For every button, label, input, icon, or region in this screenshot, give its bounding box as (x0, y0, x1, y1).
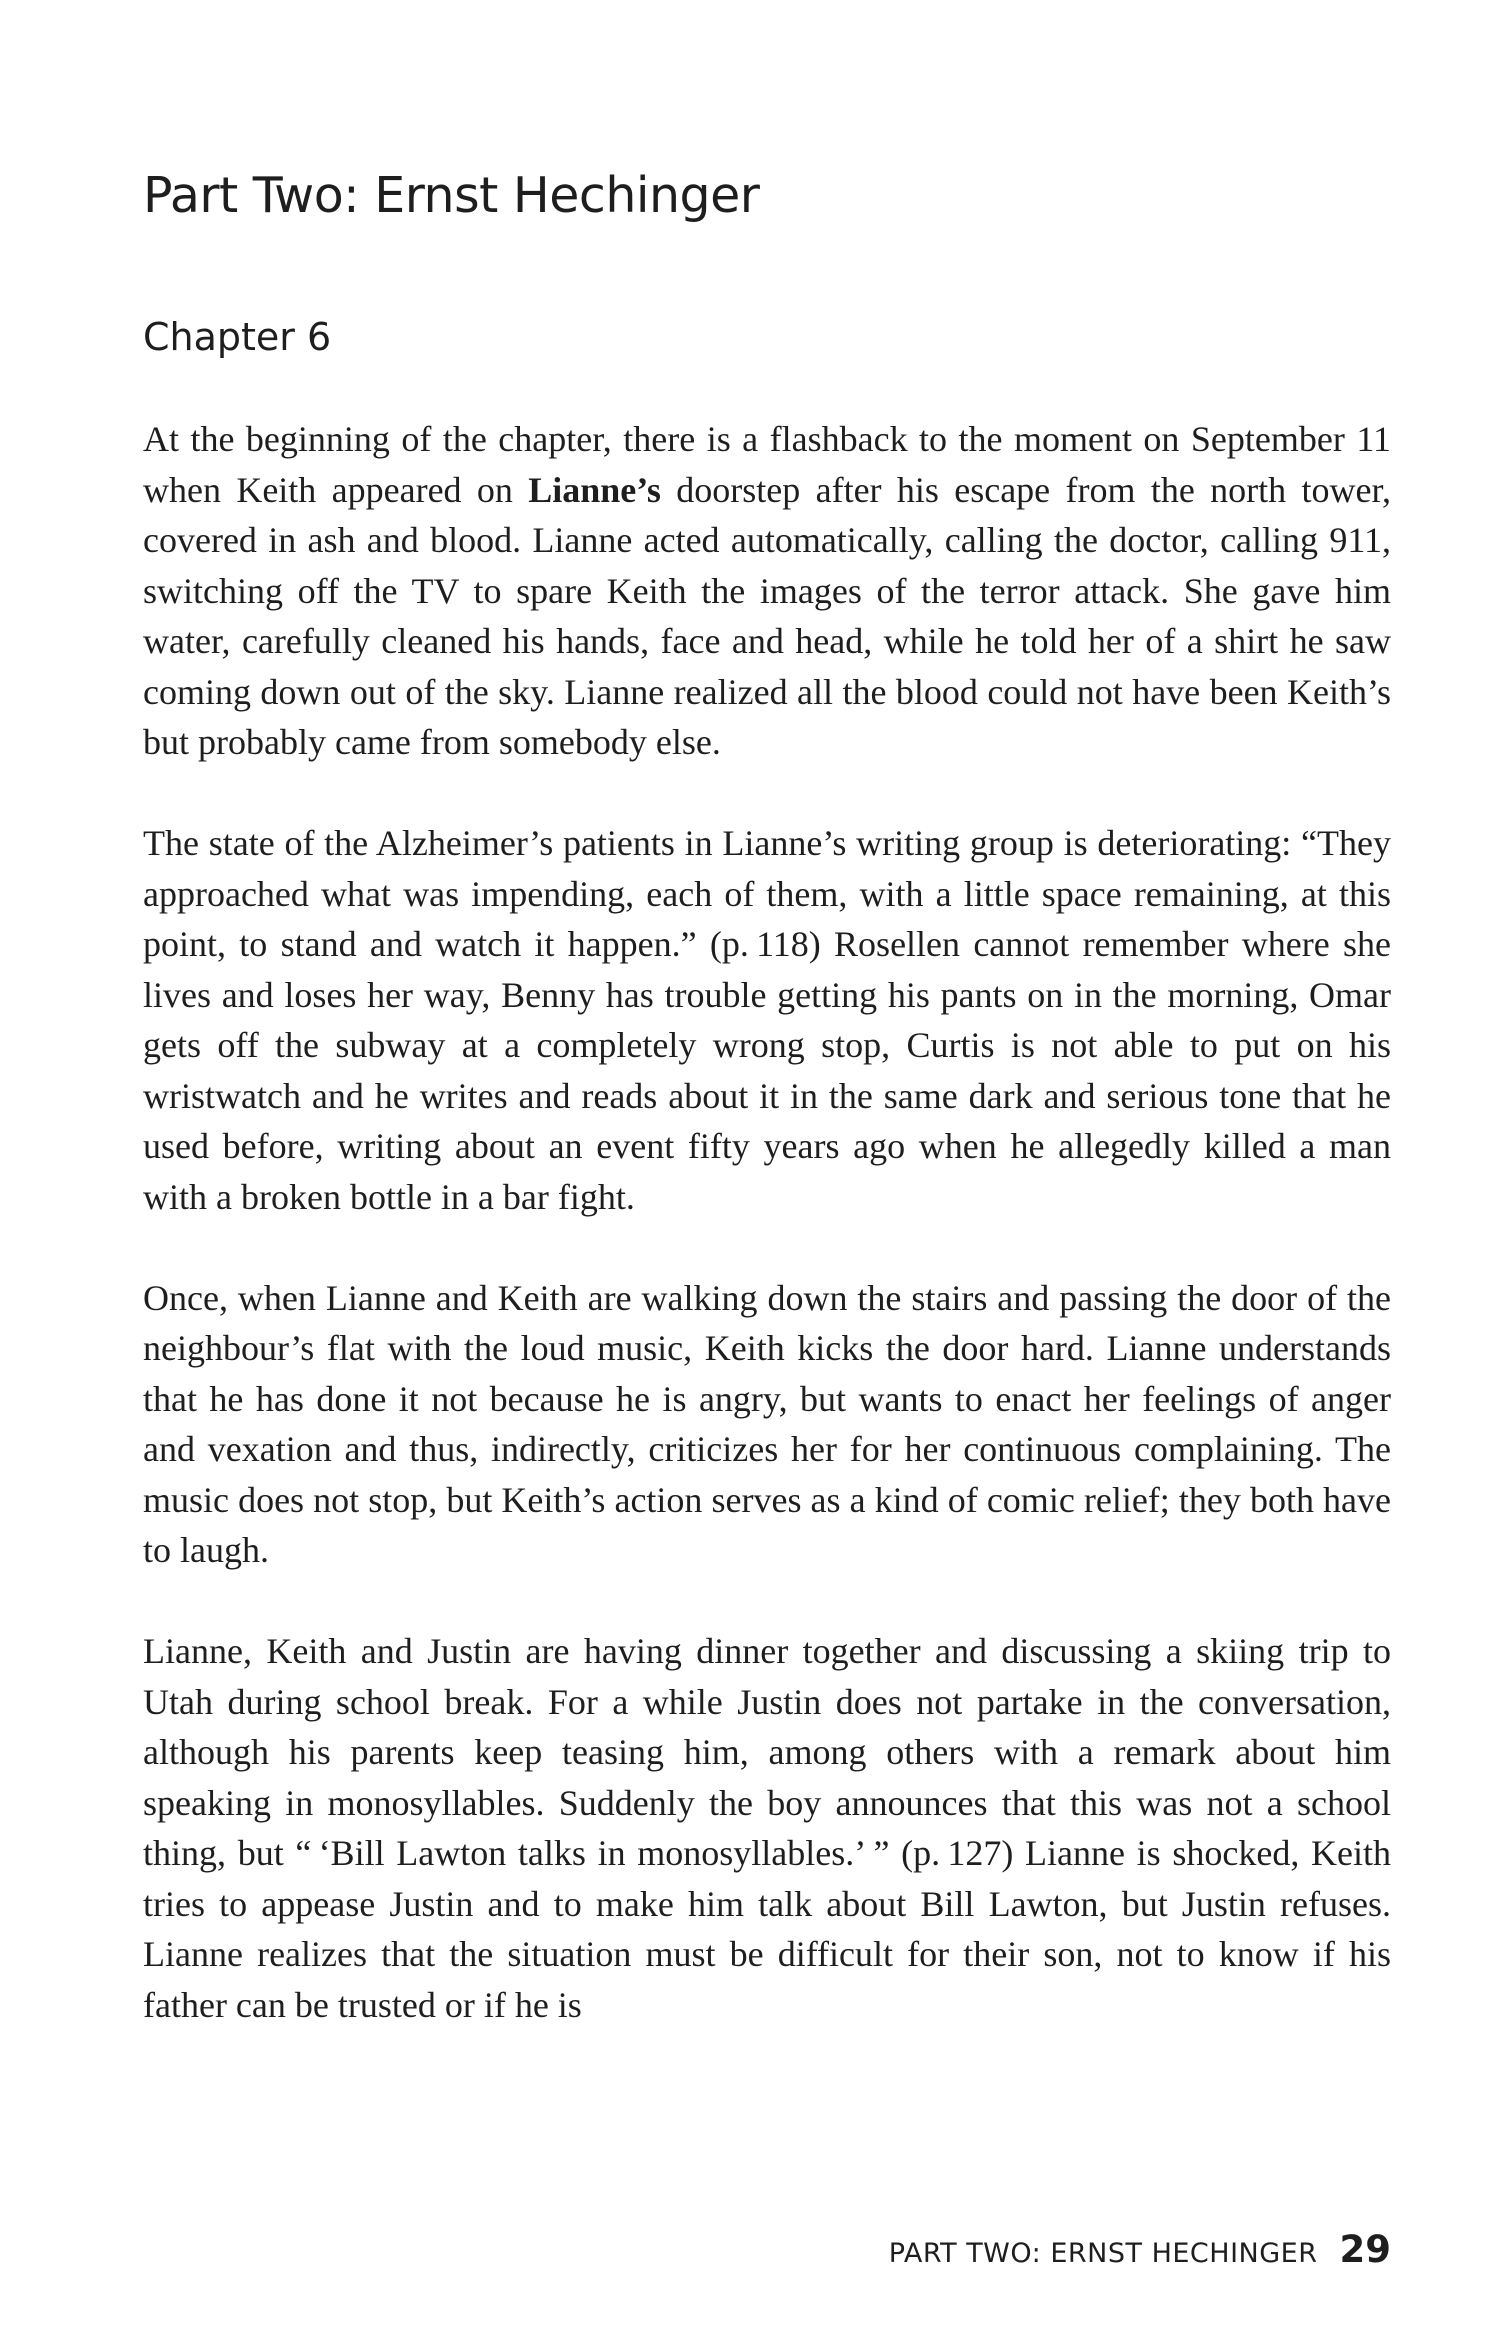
paragraph-1-bold-name: Lianne’s (528, 469, 661, 510)
body-text (143, 414, 1391, 2030)
paragraph-3-segment-1: Once, when Lianne and Keith are walking down the stairs and passing the door of the neighbour’s flat with the loud music, Keith kicks the door hard. Lianne understands that he has done it not because he is angry, but wants to enact her feelings of anger and vexation and thus, indirectly, criticizes her for her continuous complaining. The music does not stop, but Keith’s action serves as a kind of comic relief; they both have to laugh. (143, 1277, 1391, 1570)
paragraph-4-segment-1: Lianne, Keith and Justin are having dinner together and discussing a skiing trip to Utah during school break. For a while Justin does not partake in the conversation, although his parents keep teasing him, among others with a remark about him speaking in monosyllables. Suddenly the boy announces that this was not a school thing, but “ ‘Bill Lawton talks in monosyllables.’ ” (p. 127) Lianne is shocked, Keith tries to appease Justin and to make him talk about Bill Lawton, but Justin refuses. Lianne realizes that the situation must be difficult for their son, not to know if his father can be trusted or if he is (143, 1631, 1391, 2025)
page-footer (889, 2228, 1391, 2271)
paragraph-3 (143, 1273, 1391, 1576)
paragraph-1-segment-3: doorstep after his escape from the north tower, covered in ash and blood. Lianne acted automatically, calling the doctor, calling 911, switching off the TV to spare Keith the images of the terror attack. She gave him water, carefully cleaned his hands, face and head, while he told her of a shirt he saw coming down out of the sky. Lianne realized all the blood could not have been Keith’s but probably came from somebody else. (143, 469, 1392, 762)
chapter-heading: Chapter 6 (143, 315, 332, 359)
paragraph-1-segment-1: At the beginning of the chapter, there is a flashback to the moment on September 11 when Keith appeared on (143, 419, 1391, 510)
page-number: 29 (1339, 2228, 1391, 2271)
paragraph-4 (143, 1626, 1391, 2030)
paragraph-1 (143, 414, 1391, 768)
part-title: Part Two: Ernst Hechinger (143, 167, 760, 224)
paragraph-2 (143, 818, 1391, 1222)
running-head: PART TWO: ERNST HECHINGER (888, 2238, 1318, 2269)
paragraph-2-segment-1: The state of the Alzheimer’s patients in Lianne’s writing group is deteriorating: “They approached what was impending, each of them, with a little space remaining, at this point, to stand and watch it happen.” (p. 118) Rosellen cannot remember where she lives and loses her way, Benny has trouble getting his pants on in the morning, Omar gets off the subway at a completely wrong stop, Curtis is not able to put on his wristwatch and he writes and reads about it in the same dark and serious tone that he used before, writing about an event fifty years ago when he allegedly killed a man with a broken bottle in a bar fight. (143, 823, 1391, 1217)
